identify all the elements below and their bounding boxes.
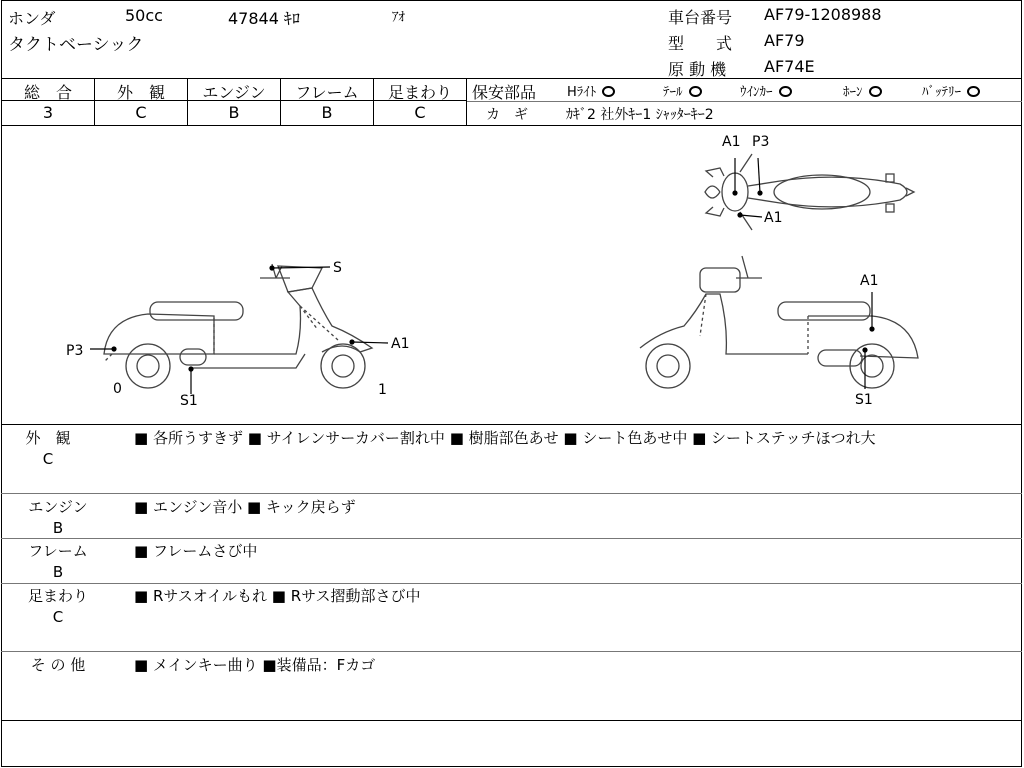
- suspension-grade-value: C: [414, 103, 426, 122]
- key-value: ｶｷﾞ2 社外ｷｰ1 ｼｬｯﾀｰｷｰ2: [566, 107, 714, 123]
- displacement: 50cc: [125, 6, 163, 25]
- safety-label: 保安部品: [472, 83, 537, 102]
- notes-top-line: [1, 424, 1022, 425]
- notes-row-line: [1, 493, 1022, 494]
- label-left-a1: A1: [391, 336, 410, 352]
- safety-mid-line: [467, 101, 1022, 102]
- ok-circle-icon: [967, 86, 980, 97]
- notes-row-line: [1, 583, 1022, 584]
- note-text-other: ■ メインキー曲り ■装備品：Fカゴ: [134, 656, 376, 674]
- label-left-num0: 0: [113, 381, 122, 397]
- grade-divider: [466, 78, 467, 125]
- label-left-p3: P3: [66, 343, 84, 359]
- overall-value: 3: [42, 103, 54, 122]
- exterior-label: 外 観: [116, 83, 165, 102]
- frame-grade-label: フレーム: [295, 83, 359, 102]
- type-label: 型 式: [668, 34, 733, 53]
- notes-row-line: [1, 538, 1022, 539]
- label-left-s1: S1: [180, 393, 198, 409]
- model-name: タクトベーシック: [8, 35, 144, 55]
- note-text-suspension: ■ Rサスオイルもれ ■ Rサス摺動部さび中: [134, 587, 421, 605]
- exterior-value: C: [135, 103, 147, 122]
- scooter-diagram: [0, 126, 1024, 426]
- label-right-a1: A1: [860, 273, 879, 289]
- suspension-grade-label: 足まわり: [387, 83, 452, 102]
- scooter-left-view: [104, 264, 372, 388]
- label-left-s: S: [333, 260, 342, 276]
- ok-circle-icon: [689, 86, 702, 97]
- engine-grade-label: エンジン: [202, 83, 266, 102]
- frame-no-label: 車台番号: [668, 8, 733, 27]
- note-label-exterior: 外 観 C: [25, 429, 71, 468]
- engine-value: AF74E: [764, 57, 815, 76]
- label-top-a1-a: A1: [722, 134, 741, 150]
- safety-item-tail: ﾃｰﾙ: [663, 81, 702, 100]
- safety-item-headlight: Hﾗｲﾄ: [567, 81, 615, 100]
- mileage: 47844 ｷﾛ: [228, 9, 300, 28]
- frame-no: AF79-1208988: [764, 5, 882, 24]
- maker: ホンダ: [8, 9, 56, 28]
- key-label: カ ギ: [486, 107, 528, 123]
- label-top-p3: P3: [752, 134, 770, 150]
- note-label-frame: フレーム B: [28, 542, 88, 581]
- safety-item-battery: ﾊﾞｯﾃﾘｰ: [922, 81, 980, 100]
- ok-circle-icon: [869, 86, 882, 97]
- overall-label: 総 合: [23, 83, 72, 102]
- note-text-engine: ■ エンジン音小 ■ キック戻らず: [134, 498, 356, 516]
- notes-bottom-line: [1, 720, 1022, 721]
- note-text-exterior: ■ 各所うすきず ■ サイレンサーカバー割れ中 ■ 樹脂部色あせ ■ シート色あせ中 ■ シートステッチほつれ大: [134, 429, 876, 447]
- frame-grade-value: B: [321, 103, 333, 122]
- note-label-other: そ の 他: [30, 656, 86, 674]
- label-left-num1: 1: [378, 382, 387, 398]
- color: ｱｵ: [392, 10, 405, 25]
- engine-grade-value: B: [228, 103, 240, 122]
- note-text-frame: ■ フレームさび中: [134, 542, 258, 560]
- engine-label: 原 動 機: [668, 60, 727, 79]
- type-value: AF79: [764, 31, 805, 50]
- note-label-suspension: 足まわり C: [27, 587, 88, 626]
- note-label-engine: エンジン B: [28, 498, 88, 537]
- label-right-s1: S1: [855, 392, 873, 408]
- grade-top-line: [1, 78, 1022, 79]
- label-top-a1-b: A1: [764, 210, 783, 226]
- safety-item-winker: ｳｲﾝｶｰ: [740, 81, 792, 100]
- notes-row-line: [1, 651, 1022, 652]
- ok-circle-icon: [602, 86, 615, 97]
- ok-circle-icon: [779, 86, 792, 97]
- safety-item-horn: ﾎｰﾝ: [843, 81, 882, 100]
